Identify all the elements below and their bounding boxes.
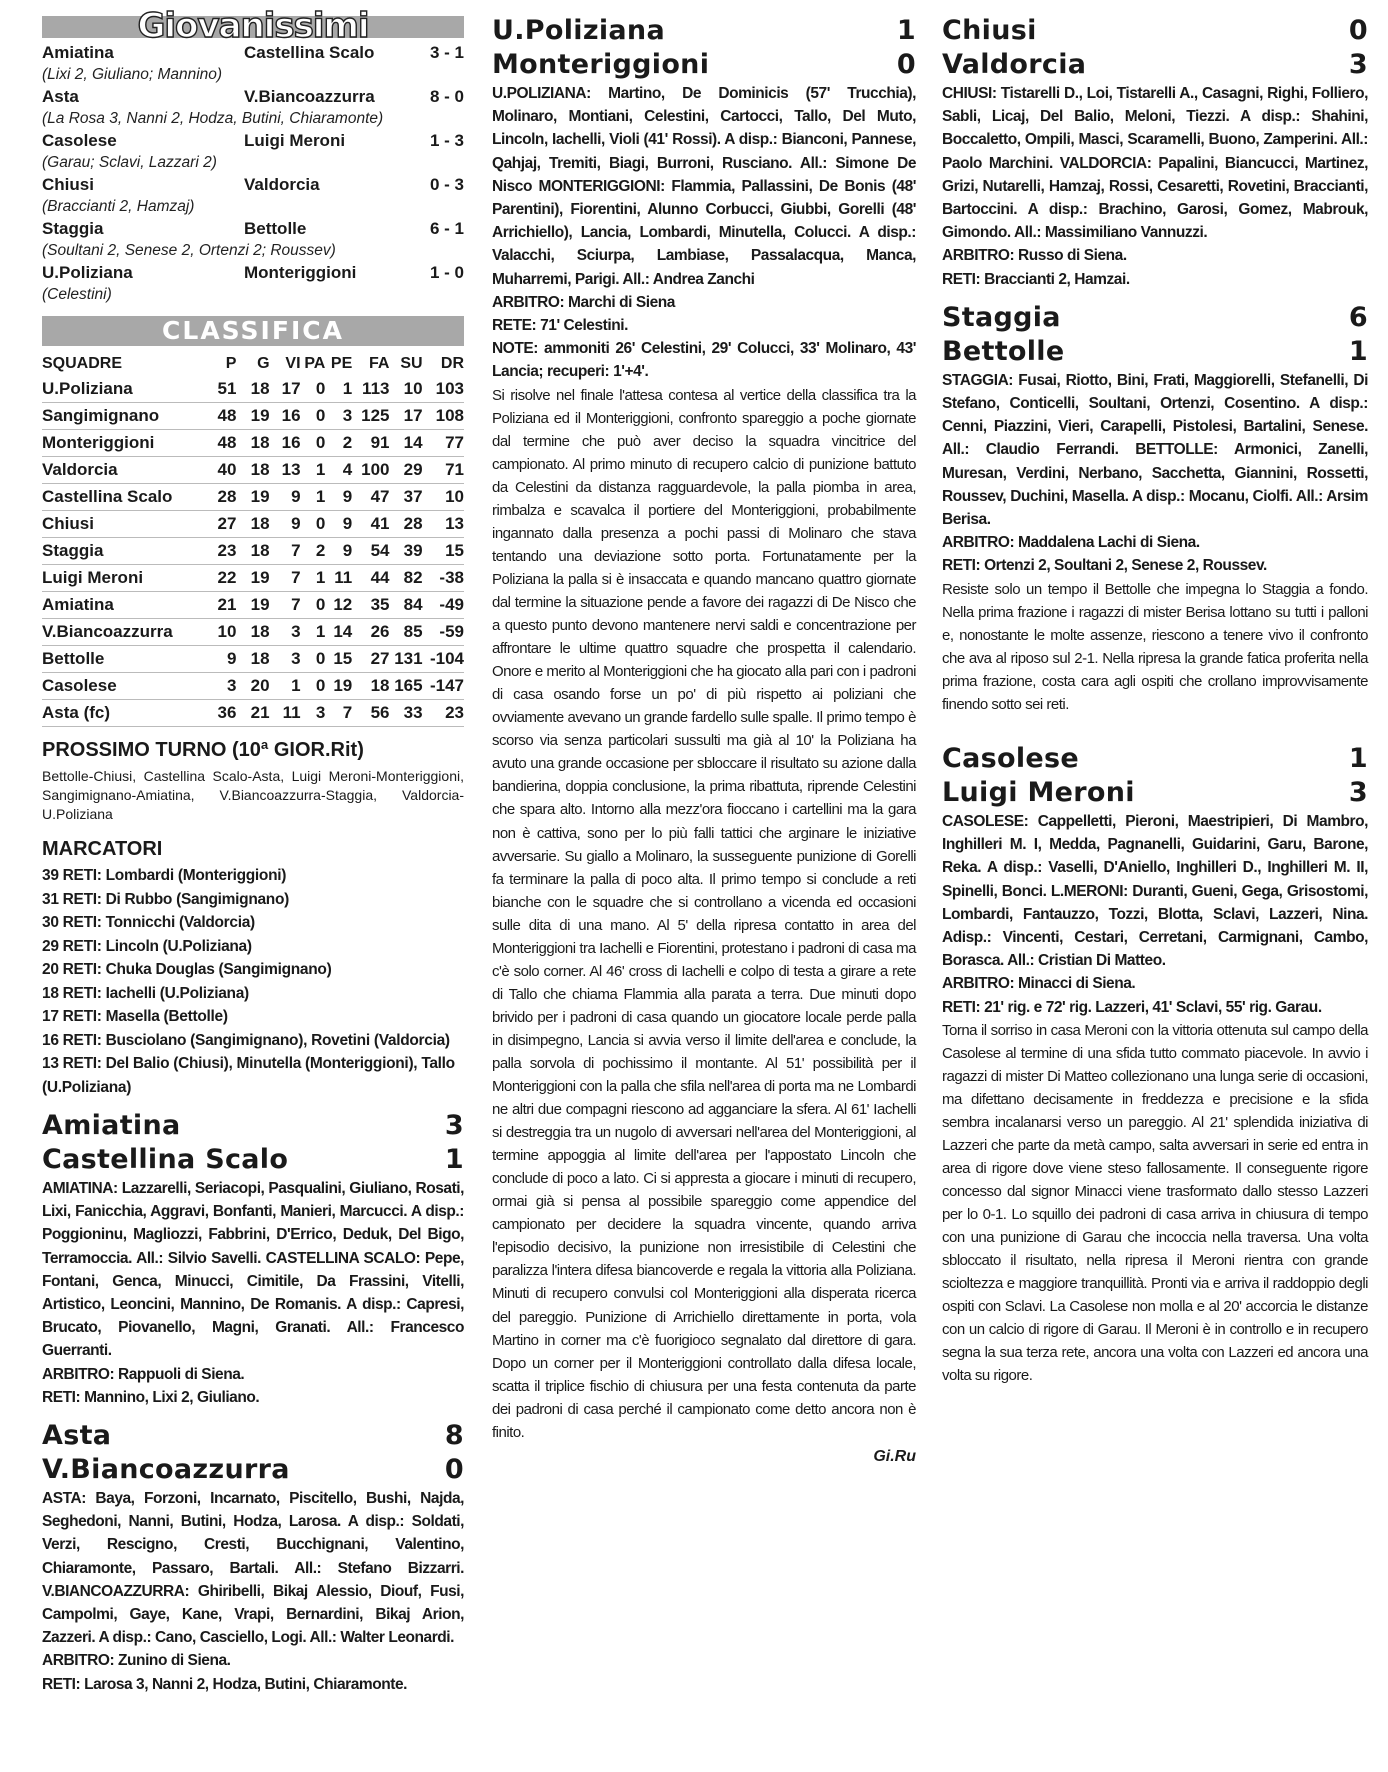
standings-cell: 1 [301, 484, 326, 511]
match-home-team: U.Poliziana [492, 15, 665, 46]
standings-cell: 16 [270, 403, 301, 430]
match-referee: ARBITRO: Maddalena Lachi di Siena. [942, 534, 1200, 552]
result-score: 0 - 3 [429, 175, 464, 194]
standings-cell: 77 [423, 430, 464, 457]
match-home-score: 8 [444, 1420, 464, 1452]
column-left [42, 6, 464, 1696]
scorers-line: 18 RETI: Iachelli (U.Poliziana) [42, 984, 249, 1002]
standings-cell: 23 [423, 700, 464, 727]
result-home: Amiatina [42, 43, 114, 62]
result-home: Staggia [42, 219, 104, 238]
standings-cell: 108 [423, 403, 464, 430]
match-away-score: 3 [1348, 49, 1368, 80]
standings-cell: 71 [423, 457, 464, 484]
result-scorers: (Celestini) [42, 286, 112, 303]
match-goals: RETI: Mannino, Lixi 2, Giuliano. [42, 1388, 260, 1406]
standings-cell: 28 [389, 511, 422, 538]
match-away-score: 0 [444, 1454, 464, 1486]
result-scorers: (Lixi 2, Giuliano; Mannino) [42, 66, 223, 83]
standings-row [42, 376, 464, 403]
match-goals: RETE: 71' Celestini. [492, 317, 628, 335]
standings-cell: 28 [203, 484, 236, 511]
standings-cell: 3 [270, 619, 301, 646]
match-home-score: 1 [1348, 742, 1368, 774]
standings-header-cell: DR [440, 355, 464, 372]
standings-row [42, 457, 464, 484]
standings-row [42, 403, 464, 430]
standings-cell: 18 [236, 430, 269, 457]
standings-cell: 9 [325, 484, 352, 511]
match-goals: RETI: 21' rig. e 72' rig. Lazzeri, 41' Sclavi, 55' rig. Garau. [942, 998, 1322, 1016]
standings-header-cell: VI [285, 355, 301, 372]
standings-row [42, 538, 464, 565]
standings-row [42, 430, 464, 457]
standings-cell: 2 [325, 430, 352, 457]
match-away-team: Valdorcia [942, 49, 1087, 80]
standings-cell: 27 [352, 646, 389, 673]
standings-cell: 9 [203, 646, 236, 673]
match-away-score: 3 [1348, 776, 1368, 808]
result-home: Chiusi [42, 175, 94, 194]
standings-team: Asta (fc) [42, 700, 203, 727]
match-home-score: 3 [444, 1110, 464, 1141]
standings-table [42, 352, 464, 727]
standings-cell: 48 [203, 403, 236, 430]
match-goals: RETI: Braccianti 2, Hamzai. [942, 270, 1130, 288]
result-away: Castellina Scalo [244, 43, 375, 62]
standings-team: Monteriggioni [42, 430, 203, 457]
standings-cell: 17 [389, 403, 422, 430]
scorers-line: 17 RETI: Masella (Bettolle) [42, 1008, 228, 1025]
standings-row [42, 700, 464, 727]
standings-cell: 100 [352, 457, 389, 484]
result-item [42, 218, 464, 262]
result-away: Monteriggioni [244, 263, 357, 282]
column-middle [492, 14, 916, 1466]
result-away: Luigi Meroni [244, 131, 346, 150]
match-lineup: AMIATINA: Lazzarelli, Seriacopi, Pasqualini, Giuliano, Rosati, Lixi, Fanicchia, Aggravi, Bonfanti, Manieri, Marcucci. A disp.: Poggioninu, Magliozzi, Fabbrini, D'Errico, Deduk, Del Bigo, Terramoccia. All.: Silvio Savelli. CASTELLINA SCALO: Pepe, Fontani, Genca, Minucci, Cimitile, Da Frassini, Vitelli, Artistico, Leoncini, Mannino, De Romanis. A disp.: Capresi, Brucato, Piovanello, Magni, Granati. All.: Francesco Guerranti. [42, 1180, 464, 1360]
match-goals: RETI: Larosa 3, Nanni 2, Hodza, Butini, Chiaramonte. [42, 1675, 408, 1693]
standings-cell: 19 [236, 592, 269, 619]
standings-cell: 19 [236, 403, 269, 430]
standings-cell: 4 [325, 457, 352, 484]
standings-cell: 23 [203, 538, 236, 565]
result-score: 1 - 3 [429, 131, 464, 150]
scorers-line: 29 RETI: Lincoln (U.Poliziana) [42, 937, 252, 955]
standings-cell: 3 [203, 673, 236, 700]
standings-cell: 18 [236, 457, 269, 484]
standings-cell: 39 [389, 538, 422, 565]
standings-header-cell: G [257, 355, 270, 372]
standings-team: Casolese [42, 673, 203, 700]
next-round-text: Bettolle-Chiusi, Castellina Scalo-Asta, Luigi Meroni-Monteriggioni, Sangimignano-Amiatina, V.Biancoazzurra-Staggia, Valdorcia-U.Poliziana [42, 768, 464, 822]
standings-row [42, 511, 464, 538]
standings-cell: 40 [203, 457, 236, 484]
standings-row [42, 619, 464, 646]
standings-team: Staggia [42, 538, 203, 565]
standings-cell: 48 [203, 430, 236, 457]
standings-cell: 18 [352, 673, 389, 700]
standings-title: CLASSIFICA [162, 316, 344, 345]
match-away-team: Monteriggioni [492, 49, 710, 80]
standings-cell: 56 [352, 700, 389, 727]
match-away-score: 1 [1348, 335, 1368, 367]
standings-cell: 84 [389, 592, 422, 619]
standings-header-cell: SU [400, 355, 423, 372]
standings-cell: -49 [423, 592, 464, 619]
result-score: 6 - 1 [429, 219, 464, 238]
match-referee: ARBITRO: Zunino di Siena. [42, 1652, 231, 1670]
standings-header-cell: SQUADRE [42, 355, 123, 372]
standings-cell: 18 [236, 376, 269, 403]
standings-banner [42, 316, 464, 346]
standings-team: Amiatina [42, 592, 203, 619]
standings-cell: -147 [423, 673, 464, 700]
result-home: U.Poliziana [42, 263, 133, 282]
standings-cell: 18 [236, 646, 269, 673]
standings-cell: 12 [325, 592, 352, 619]
standings-cell: 0 [301, 511, 326, 538]
standings-cell: 125 [352, 403, 389, 430]
standings-cell: 0 [301, 646, 326, 673]
standings-row [42, 673, 464, 700]
match-home-team: Chiusi [942, 15, 1037, 46]
standings-cell: 113 [352, 376, 389, 403]
standings-cell: -38 [423, 565, 464, 592]
standings-cell: 19 [236, 484, 269, 511]
match-away-team: Bettolle [942, 335, 1065, 367]
standings-cell: 17 [270, 376, 301, 403]
standings-cell: 85 [389, 619, 422, 646]
standings-cell: 44 [352, 565, 389, 592]
standings-cell: 131 [389, 646, 422, 673]
standings-cell: 47 [352, 484, 389, 511]
match-away-score: 1 [444, 1144, 464, 1175]
standings-cell: 21 [236, 700, 269, 727]
scorers-line: 16 RETI: Busciolano (Sangimignano), Rovetini (Valdorcia) [42, 1031, 450, 1049]
match-away-team: Luigi Meroni [942, 776, 1135, 808]
standings-cell: 1 [301, 457, 326, 484]
match-report: Torna il sorriso in casa Meroni con la vittoria ottenuta sul campo della Casolese al termine di una sfida tutto commato piacevole. In avvio i ragazzi di mister Di Matteo collezionano una lunga serie di occasioni, ma difettano decisamente in freddezza e precisione e la sfida sembra incalanarsi verso un pareggio. Al 21' splendida iniziativa di Lazzeri che parte da metà campo, salta avversari in serie ed entra in area di rigore dove viene steso fallosamente. Il conseguente rigore concesso dal signor Minacci viene trasformato dallo stesso Lazzeri per lo 0-1. Lo squillo dei padroni di casa arriva in chiusura di tempo con una punizione di Garau che incoccia nella traversa. Una volta sbloccato il risultato, nella ripresa il Meroni rientra con grande scioltezza e maggiore tranquillità. Pronti via e arriva il raddoppio degli ospiti con Sclavi. La Casolese non molla e al 20' accorcia le distanze con un calcio di rigore di Garau. Il Meroni è in controllo e in recupero segna la sua terza rete, ancora una volta con Lazzeri ed ancora una volta su rigore. [942, 1021, 1368, 1385]
result-scorers: (Braccianti 2, Hamzaj) [42, 198, 195, 215]
match-block-amiatina [42, 1109, 464, 1409]
standings-cell: 0 [301, 430, 326, 457]
match-referee: ARBITRO: Rappuoli di Siena. [42, 1365, 245, 1383]
standings-cell: 2 [301, 538, 326, 565]
match-home-score: 0 [1348, 15, 1368, 46]
standings-team: Sangimignano [42, 403, 203, 430]
standings-cell: 18 [236, 538, 269, 565]
match-away-score: 0 [896, 49, 916, 80]
standings-cell: 1 [301, 619, 326, 646]
standings-cell: 1 [270, 673, 301, 700]
scorers-list [42, 864, 464, 1099]
standings-cell: 7 [270, 592, 301, 619]
result-score: 1 - 0 [429, 263, 464, 282]
result-away: Bettolle [244, 219, 307, 238]
standings-header-cell: FA [369, 355, 390, 372]
result-item [42, 42, 464, 86]
match-lineup: CASOLESE: Cappelletti, Pieroni, Maestripieri, Di Mambro, Inghilleri M. I, Medda, Pagnanelli, Guidarini, Garu, Barone, Reka. A disp.: Vaselli, D'Aniello, Inghilleri D., Inghilleri M. II, Spinelli, Bonci. L.MERONI: Duranti, Gueni, Gega, Grisostomi, Lombardi, Fantauzzo, Tozzi, Blotta, Sclavi, Lazzeri, Nina. Adisp.: Vincenti, Cestari, Cerretani, Carmignani, Cambo, Borasca. All.: Cristian Di Matteo. [942, 812, 1368, 970]
standings-cell: 18 [236, 619, 269, 646]
result-score: 8 - 0 [429, 87, 464, 106]
standings-cell: 15 [423, 538, 464, 565]
standings-cell: 11 [270, 700, 301, 727]
standings-cell: 18 [236, 511, 269, 538]
standings-cell: 9 [270, 484, 301, 511]
result-item [42, 130, 464, 174]
standings-cell: 20 [236, 673, 269, 700]
standings-team: Castellina Scalo [42, 484, 203, 511]
standings-cell: -59 [423, 619, 464, 646]
result-item [42, 262, 464, 306]
match-block-poliziana [492, 14, 916, 1466]
match-goals: RETI: Ortenzi 2, Soultani 2, Senese 2, Roussev. [942, 557, 1267, 575]
standings-row [42, 592, 464, 619]
standings-team: Valdorcia [42, 457, 203, 484]
standings-cell: 21 [203, 592, 236, 619]
match-notes: NOTE: ammoniti 26' Celestini, 29' Colucci, 33' Molinaro, 43' Lancia; recuperi: 1'+4'. [492, 340, 916, 381]
standings-cell: 10 [389, 376, 422, 403]
match-away-team: V.Biancoazzurra [42, 1454, 290, 1486]
standings-cell: 0 [301, 673, 326, 700]
standings-cell: 41 [352, 511, 389, 538]
section-banner [42, 6, 464, 46]
match-block-asta [42, 1419, 464, 1696]
match-lineup: STAGGIA: Fusai, Riotto, Bini, Frati, Maggiorelli, Stefanelli, Di Stefano, Conticelli, Soultani, Ortenzi, Cosentino. A disp.: Cenni, Piazzini, Vieri, Carapelli, Pistolesi, Bartalini, Senese. All.: Claudio Ferrandi. BETTOLLE: Armonici, Zanelli, Muresan, Verdini, Nerbano, Sacchetta, Giannini, Rossetti, Roussev, Duchini, Masella. A disp.: Mocanu, Ciolfi. All.: Arsim Berisa. [942, 371, 1368, 529]
match-lineup: U.POLIZIANA: Martino, De Dominicis (57' Trucchia), Molinaro, Montiani, Celestini, Cartocci, Tallo, Del Muto, Lincoln, Iachelli, Violi (41' Rossi). A disp.: Bianconi, Pannese, Qahjaj, Tremiti, Biagi, Burroni, Rusciano. All.: Simone De Nisco MONTERIGGIONI: Flammia, Pallassini, De Bonis (48' Parentini), Fiorentini, Alunno Corbucci, Giubbi, Gorelli (48' Arrichiello), Lancia, Lombardi, Minutella, Colucci. A disp.: Valacchi, Sciurpa, Lambiase, Passalacqua, Manca, Muharremi, Parigi. All.: Andrea Zanchi [492, 85, 916, 288]
scorers-title: MARCATORI [42, 838, 163, 860]
standings-cell: -104 [423, 646, 464, 673]
match-report: Resiste solo un tempo il Bettolle che impegna lo Staggia a fondo. Nella prima frazione i ragazzi di mister Berisa lottano su tutti i palloni e, nonostante le molte assenze, riescono a tenere vivo il confronto che ava al riposo sul 2-1. Nella ripresa la grande fatica proferita nella prima frazione, costa cara agli ospiti che crollano improvvisamente finendo sotto sei reti. [942, 580, 1368, 713]
standings-team: Bettolle [42, 646, 203, 673]
match-report: Si risolve nel finale l'attesa contesa al vertice della classifica tra la Poliziana ed il Monteriggioni, confronto spareggio a poche giornate dal termine che può aver deciso la squadra vincitrice del campionato. Al primo minuto di recupero calcio di punizione battuto da Celestini da distanza ragguardevole, la palla piomba in area, rimbalza e scavalca il portiere del Monteriggioni, probabilmente ingannato dalla presenza a pochi passi di Molinaro che stava tentando una deviazione sotto porta. Fortunatamente per la Poliziana la palla si è insaccata e quando mancano quattro giornate dal termine la situazione pende a favore dei ragazzi di De Nisco che a questo punto devono mantenere nervi saldi e concentrazione per affrontare le ultime quattro squadre che prospetta il calendario. Onore e merito al Monteriggioni che ha giocato alla pari con i padroni di casa osando forse un po' di più rispetto ai poliziani che ovviamente avevano un grande fardello sulle spalle. Il primo tempo è scorso via senza particolari sussulti ma già al 10' la Poliziana ha avuto una grande occasione per sbloccare il risultato su azione dalla bandierina, doppia conclusione, la prima ribattuta, riprende Celestini che spara alto. Intorno alla mezz'ora fioccano i cartellini ma la gara non è cattiva, sono per lo più falli tattici che arginare le iniziative avversarie. Su giallo a Molinaro, la susseguente punizione di Gorelli fa terminare la palla di poco alta. Il primo tempo si conclude a reti bianche con le squadre che si controllano a vicenda ed occasioni sulle dita di una mano. Al 5' della ripresa contatto in area del Monteriggioni tra Iachelli e Fiorentini, protestano i padroni di casa ma c'è solo corner. Al 46' cross di Iachelli e colpo di testa a girare a rete di Tallo che chiama Flammia alla parata a terra. Due minuti dopo brivido per i padroni di casa quando un giocatore locale perde palla in disimpegno, Lancia si avvia verso il limite dell'area e conclude, la palla sorvola di pochissimo il montante. Al 51' possibilità per il Monteriggioni con la palla che sfila nell'area di porta ma ne Lombardi ne altri due compagni riescono ad agganciare la sfera. Al 61' Iachelli si destreggia tra un nugolo di avversari nell'area del Monteriggioni, al termine appoggia al limite dell'area per l'appostato Lincoln che conclude di poco a lato. Ci si appresta a giocare i minuti di recupero, ormai già si pensa al possibile spareggio come appendice del campionato per decidere la squadra vincente, quando arriva l'episodio decisivo, la punizione non irresistibile di Celestini che paralizza l'intera difesa biancoverde e regala la vittoria alla Poliziana. Minuti di recupero convulsi col Monteriggioni alla disperata ricerca del pareggio. Punizione di Arrichiello direttamente in porta, vola Martino in corner ma c'è fuorigioco segnalato dal direttore di gara. Dopo un corner per il Monteriggioni controllato dalla difesa locale, scatta il triplice fischio di chiusura per una festa contenuta da parte dei padroni di casa perché il campionato come detto ancora non è finito. [492, 386, 916, 1441]
match-lineup: ASTA: Baya, Forzoni, Incarnato, Piscitello, Bushi, Najda, Seghedoni, Nanni, Butini, Hodza, Larosa. A disp.: Soldati, Verzi, Rescigno, Cresti, Bucchignani, Valentino, Chiaramonte, Passaro, Bartali. All.: Stefano Bizzarri. V.BIANCOAZZURRA: Ghiribelli, Bikaj Alessio, Diouf, Fusi, Campolmi, Gaye, Kane, Vrapi, Bernardini, Bikaj Arion, Zazzeri. A disp.: Cano, Casciello, Logi. All.: Walter Leonardi. [42, 1490, 464, 1647]
standings-team: V.Biancoazzurra [42, 619, 203, 646]
standings-cell: 165 [389, 673, 422, 700]
standings-cell: 16 [270, 430, 301, 457]
standings-cell: 29 [389, 457, 422, 484]
match-home-team: Amiatina [42, 1110, 181, 1141]
standings-cell: 9 [325, 538, 352, 565]
standings-cell: 82 [389, 565, 422, 592]
scorers-line: 39 RETI: Lombardi (Monteriggioni) [42, 867, 287, 884]
match-home-team: Staggia [942, 301, 1061, 333]
match-away-team: Castellina Scalo [42, 1144, 289, 1175]
standings-cell: 14 [325, 619, 352, 646]
match-home-score: 1 [896, 15, 916, 46]
standings-cell: 1 [301, 565, 326, 592]
standings-team: Chiusi [42, 511, 203, 538]
standings-cell: 26 [352, 619, 389, 646]
standings-cell: 15 [325, 646, 352, 673]
result-item [42, 174, 464, 218]
standings-cell: 13 [423, 511, 464, 538]
next-round-title: PROSSIMO TURNO (10ª GIOR.Rit) [42, 739, 364, 761]
author-signature: Gi.Ru [873, 1447, 916, 1465]
standings-cell: 3 [301, 700, 326, 727]
standings-cell: 0 [301, 376, 326, 403]
standings-cell: 7 [270, 565, 301, 592]
standings-header-cell: PE [330, 355, 353, 372]
standings-cell: 7 [325, 700, 352, 727]
standings-cell: 54 [352, 538, 389, 565]
match-block-staggia [942, 301, 1368, 716]
standings-cell: 33 [389, 700, 422, 727]
standings-cell: 22 [203, 565, 236, 592]
standings-cell: 19 [325, 673, 352, 700]
standings-header-cell: P [225, 355, 237, 372]
match-home-team: Casolese [942, 742, 1080, 774]
standings-cell: 1 [325, 376, 352, 403]
standings-cell: 11 [325, 565, 352, 592]
standings-header-row [42, 352, 464, 376]
result-scorers: (La Rosa 3, Nanni 2, Hodza, Butini, Chiaramonte) [42, 110, 384, 127]
standings-cell: 10 [423, 484, 464, 511]
match-block-chiusi [942, 14, 1368, 291]
standings-cell: 0 [301, 403, 326, 430]
match-referee: ARBITRO: Russo di Siena. [942, 247, 1127, 265]
standings-cell: 19 [236, 565, 269, 592]
section-title: Giovanissimi [137, 6, 369, 46]
standings-team: Luigi Meroni [42, 565, 203, 592]
result-away: Valdorcia [244, 175, 320, 194]
standings-cell: 7 [270, 538, 301, 565]
standings-cell: 10 [203, 619, 236, 646]
column-right [942, 14, 1368, 1388]
standings-header-cell: PA [304, 355, 326, 372]
standings-cell: 37 [389, 484, 422, 511]
match-home-score: 6 [1348, 301, 1368, 333]
standings-cell: 27 [203, 511, 236, 538]
result-score: 3 - 1 [429, 43, 464, 62]
standings-cell: 51 [203, 376, 236, 403]
standings-cell: 36 [203, 700, 236, 727]
standings-body [42, 376, 464, 727]
standings-row [42, 646, 464, 673]
scorers-line: 30 RETI: Tonnicchi (Valdorcia) [42, 914, 255, 931]
match-block-casolese [942, 742, 1368, 1388]
results-list [42, 42, 464, 306]
standings-cell: 14 [389, 430, 422, 457]
result-home: Casolese [42, 131, 117, 150]
scorers-line: 20 RETI: Chuka Douglas (Sangimignano) [42, 961, 332, 978]
result-away: V.Biancoazzurra [244, 87, 375, 106]
match-referee: ARBITRO: Minacci di Siena. [942, 975, 1136, 993]
match-lineup: CHIUSI: Tistarelli D., Loi, Tistarelli A., Casagni, Righi, Folliero, Sabli, Licaj, Del Balio, Meloni, Tiezzi. A disp.: Shahini, Boccaletto, Ompili, Masci, Scaramelli, Buono, Zamperini. All.: Paolo Marchini. VALDORCIA: Papalini, Biancucci, Martinez, Grizi, Nutarelli, Hamzaj, Rossi, Cesaretti, Rovetini, Braccianti, Bartoccini. A disp.: Brachino, Garosi, Gomez, Mabrouk, Gimondo. All.: Massimiliano Vannuzzi. [942, 85, 1368, 242]
standings-row [42, 565, 464, 592]
result-home: Asta [42, 87, 79, 106]
standings-cell: 13 [270, 457, 301, 484]
standings-cell: 9 [325, 511, 352, 538]
result-item [42, 86, 464, 130]
scorers-line: 31 RETI: Di Rubbo (Sangimignano) [42, 890, 290, 908]
standings-cell: 3 [270, 646, 301, 673]
match-referee: ARBITRO: Marchi di Siena [492, 293, 675, 311]
standings-cell: 91 [352, 430, 389, 457]
standings-cell: 3 [325, 403, 352, 430]
standings-cell: 0 [301, 592, 326, 619]
standings-cell: 35 [352, 592, 389, 619]
standings-row [42, 484, 464, 511]
scorers-line: 13 RETI: Del Balio (Chiusi), Minutella (Monteriggioni), Tallo (U.Poliziana) [42, 1055, 455, 1096]
result-scorers: (Garau; Sclavi, Lazzari 2) [42, 154, 217, 171]
result-scorers: (Soultani 2, Senese 2, Ortenzi 2; Roussev) [42, 242, 336, 259]
standings-cell: 9 [270, 511, 301, 538]
standings-cell: 103 [423, 376, 464, 403]
standings-team: U.Poliziana [42, 376, 203, 403]
match-home-team: Asta [42, 1420, 112, 1452]
